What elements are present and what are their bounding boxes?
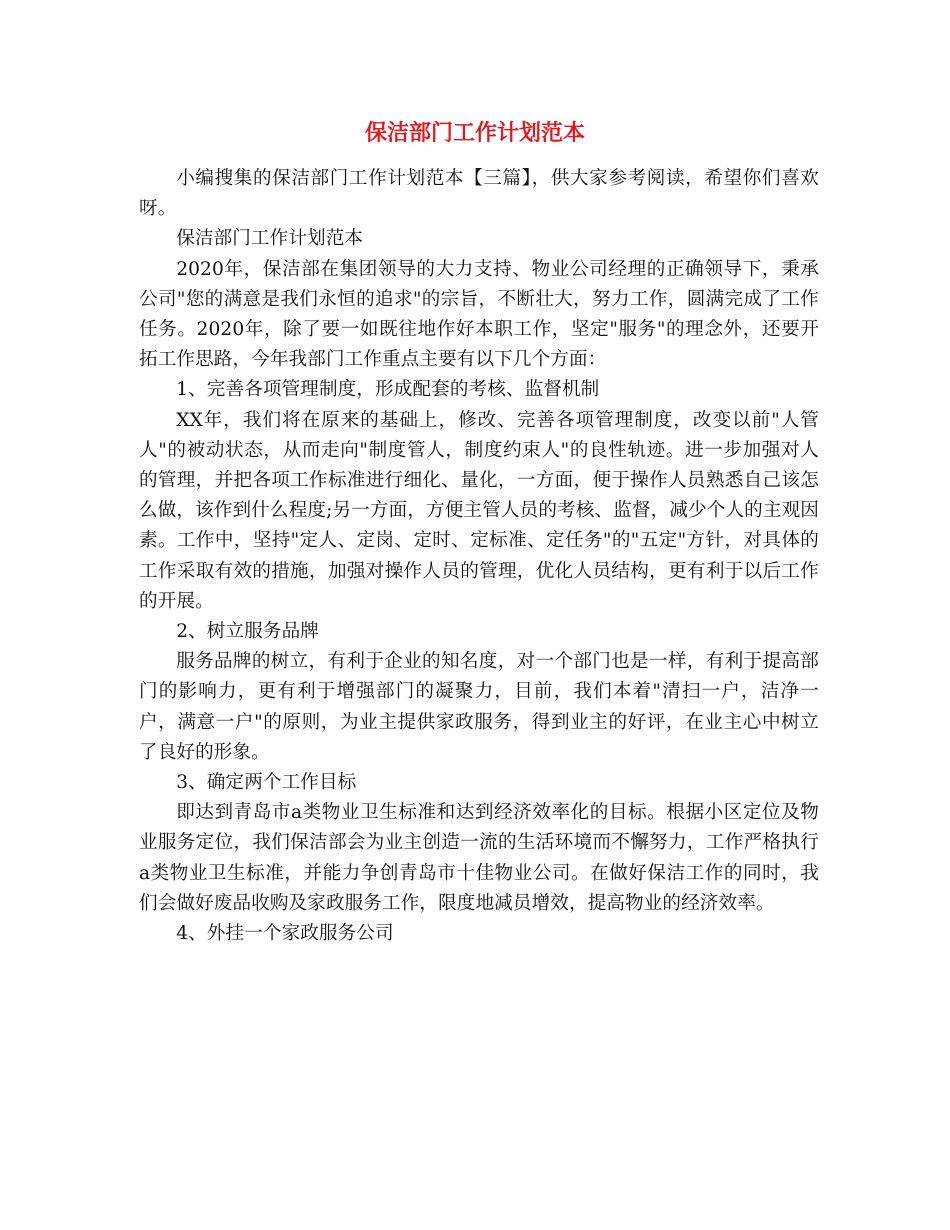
- body-paragraph: XX年，我们将在原来的基础上，修改、完善各项管理制度，改变以前"人管人"的被动状态，从而走向"制度管人，制度约束人"的良性轨迹。进一步加强对人的管理，并把各项工作标准进行细化、量化，一方面，便于操作人员熟悉自己该怎么做，该作到什么程度;另一方面，方便主管人员的考核、监督，减少个人的主观因素。工作中，坚持"定人、定岗、定时、定标准、定任务"的"五定"方针，对具体的工作采取有效的措施，加强对操作人员的管理，优化人员结构，更有利于以后工作的开展。: [139, 409, 819, 612]
- document-body: [139, 160, 819, 949]
- document-title: 保洁部门工作计划范本: [364, 120, 585, 146]
- body-paragraph: 服务品牌的树立，有利于企业的知名度，对一个部门也是一样，有利于提高部门的影响力，更有利于增强部门的凝聚力，目前，我们本着"清扫一户，洁净一户，满意一户"的原则，为业主提供家政服务，得到业主的好评，在业主心中树立了良好的形象。: [139, 651, 819, 763]
- item-heading-2: 2、树立服务品牌: [176, 621, 319, 643]
- item-heading-4: 4、外挂一个家政服务公司: [176, 923, 394, 945]
- section-heading: 保洁部门工作计划范本: [176, 228, 364, 250]
- body-paragraph: 即达到青岛市a类物业卫生标准和达到经济效率化的目标。根据小区定位及物业服务定位，我们保洁部会为业主创造一流的生活环境而不懈努力，工作严格执行a类物业卫生标准，并能力争创青岛市十佳物业公司。在做好保洁工作的同时，我们会做好废品收购及家政服务工作，限度地减员增效，提高物业的经济效率。: [139, 802, 819, 914]
- intro-paragraph: 小编搜集的保洁部门工作计划范本【三篇】，供大家参考阅读，希望你们喜欢呀。: [139, 168, 819, 220]
- body-paragraph: 2020年，保洁部在集团领导的大力支持、物业公司经理的正确领导下，秉承公司"您的满意是我们永恒的追求"的宗旨，不断壮大，努力工作，圆满完成了工作任务。2020年，除了要一如既往地作好本职工作，坚定"服务"的理念外，还要开拓工作思路，今年我部门工作重点主要有以下几个方面：: [139, 258, 819, 371]
- item-heading-1: 1、完善各项管理制度，形成配套的考核、监督机制: [176, 379, 600, 401]
- item-heading-3: 3、确定两个工作目标: [176, 772, 357, 794]
